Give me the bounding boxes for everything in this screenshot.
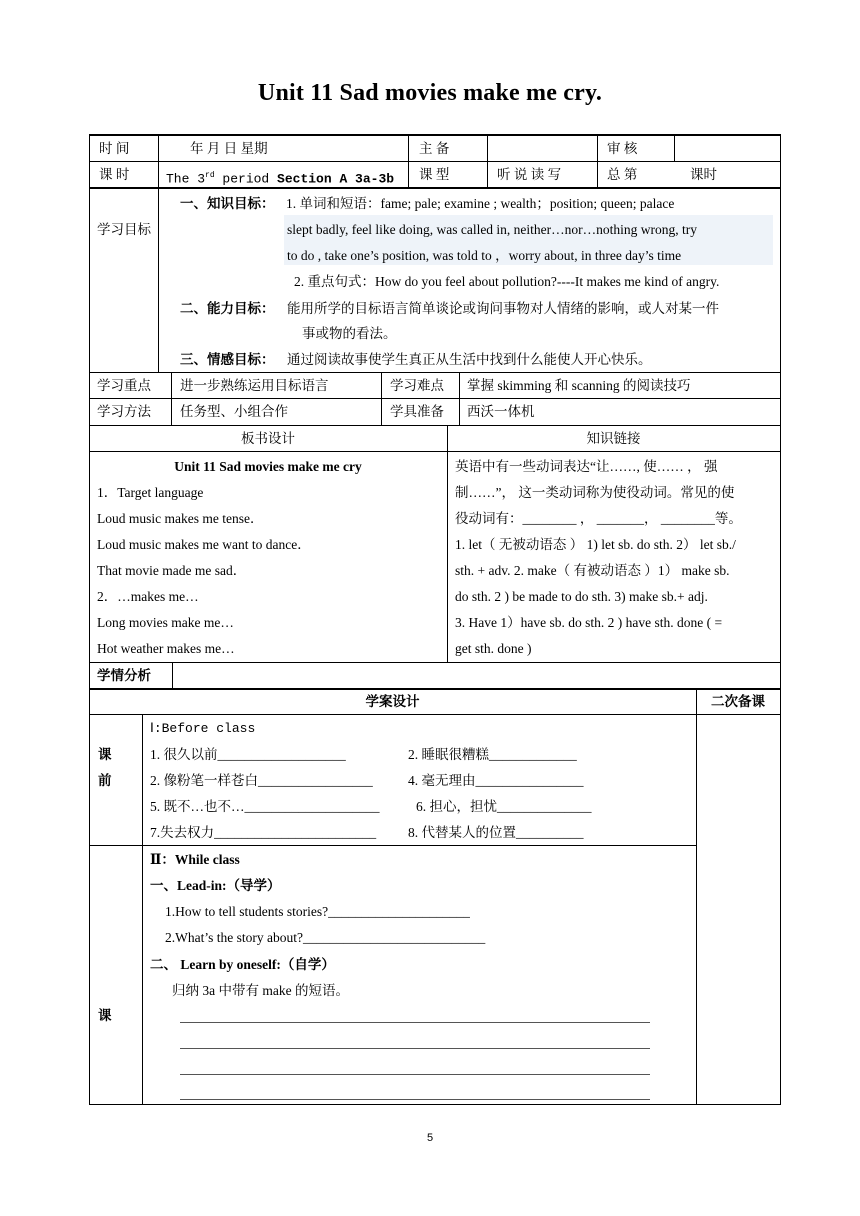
col-divider	[142, 714, 143, 1104]
page-number: 5	[426, 1132, 434, 1144]
col-divider	[172, 662, 173, 688]
method-value: 任务型、小组合作	[180, 404, 288, 419]
board-line: Long movies make me…	[97, 615, 234, 630]
board-title: Unit 11 Sad movies make me cry	[174, 459, 362, 474]
tools-value: 西沃一体机	[467, 404, 535, 419]
time-label: 时 间	[99, 141, 130, 156]
date-fields: 年 月 日 星期	[190, 141, 268, 156]
leadin-title: 一、Lead-in:（导学）	[150, 878, 281, 893]
link-header: 知识链接	[586, 431, 641, 446]
link-line: do sth. 2 ) be made to do sth. 3) make sb.+ adj.	[455, 589, 708, 604]
row-divider	[89, 398, 781, 399]
col-divider	[487, 134, 488, 187]
review-label: 审 核	[607, 141, 638, 156]
knowledge-label: 一、知识目标：	[180, 196, 275, 211]
board-line: 2．…makes me…	[97, 589, 199, 604]
total-label: 总 第	[607, 167, 638, 182]
before-title: Ⅰ:Before class	[150, 721, 256, 736]
table-bottom-border	[89, 1104, 781, 1105]
before-item: 7.失去权力________________________	[150, 825, 377, 840]
row-divider	[89, 372, 781, 373]
before-item: 8. 代替某人的位置__________	[408, 825, 584, 840]
board-header: 板书设计	[241, 431, 295, 446]
before-item: 6. 担心，担忧______________	[416, 799, 592, 814]
col-divider	[158, 134, 159, 372]
before-side-label: 课	[98, 747, 112, 762]
col-divider	[408, 134, 409, 187]
design-header: 学案设计	[365, 694, 420, 709]
type-value: 听 说 读 写	[497, 167, 562, 182]
self-task: 归纳 3a 中带有 make 的短语。	[172, 983, 349, 998]
self-title: 二、 Learn by oneself:（自学）	[150, 957, 335, 972]
knowledge-line: 1. 单词和短语：fame; pale; examine ; wealth；position; queen; palace	[286, 196, 675, 211]
link-line: 役动词有：________ ， _______， ________等。	[455, 511, 742, 526]
leadin-question: 1.How to tell students stories?_____________________	[165, 904, 470, 919]
before-item: 1. 很久以前___________________	[150, 747, 346, 762]
page-title: Unit 11 Sad movies make me cry.	[257, 80, 603, 106]
key-label: 学习重点	[97, 378, 151, 393]
row-divider	[89, 662, 781, 663]
key-value: 进一步熟练运用目标语言	[180, 378, 329, 393]
row-divider	[89, 688, 781, 690]
col-divider	[674, 134, 675, 161]
board-line: Loud music makes me tense．	[97, 511, 264, 526]
col-divider	[381, 372, 382, 425]
ability-label: 二、能力目标：	[180, 301, 275, 316]
answer-line	[180, 1099, 650, 1100]
board-line: Loud music makes me want to dance．	[97, 537, 311, 552]
table-top-border	[89, 134, 781, 136]
board-line: That movie made me sad．	[97, 563, 247, 578]
col-divider	[597, 134, 598, 187]
period-text: The 3rd period Section A 3a-3b	[166, 171, 395, 187]
leadin-question: 2.What’s the story about?___________________________	[165, 930, 486, 945]
before-item: 4. 毫无理由________________	[408, 773, 584, 788]
row-divider	[89, 714, 781, 715]
col-divider	[447, 425, 448, 662]
link-line: 1. let（ 无被动语态 ） 1) let sb. do sth. 2） let sb./	[455, 537, 736, 552]
board-line: 1．Target language	[97, 485, 204, 500]
analysis-label: 学情分析	[97, 668, 151, 683]
before-item: 2. 像粉笔一样苍白_________________	[150, 773, 373, 788]
emotion-line: 通过阅读故事使学生真正从生活中找到什么能使人开心快乐。	[287, 352, 652, 367]
answer-line	[180, 1048, 650, 1049]
while-title: Ⅱ：While class	[150, 852, 240, 867]
knowledge-line: to do , take one’s position, was told to ，worry about, in three day’s time	[287, 248, 682, 263]
col-divider	[171, 372, 172, 425]
type-label: 课 型	[419, 167, 450, 182]
before-item: 5. 既不…也不…____________________	[150, 799, 380, 814]
ability-line: 事或物的看法。	[302, 326, 397, 341]
table-left-border	[89, 134, 90, 1104]
row-divider	[89, 161, 781, 162]
objectives-label: 学习目标	[97, 222, 151, 237]
emotion-label: 三、情感目标：	[180, 352, 275, 367]
table-right-border	[780, 134, 781, 1104]
link-line: 3. Have 1）have sb. do sth. 2 ) have sth. done ( =	[455, 615, 723, 630]
knowledge-line: 2. 重点句式：How do you feel about pollution?----It makes me kind of angry.	[294, 274, 720, 289]
hours-label: 课时	[690, 167, 717, 182]
answer-line	[180, 1074, 650, 1075]
before-item: 2. 睡眠很糟糕_____________	[408, 747, 577, 762]
board-line: Hot weather makes me…	[97, 641, 235, 656]
link-line: 制……”， 这一类动词称为使役动词。常见的使	[455, 485, 735, 500]
second-prep-header: 二次备课	[711, 694, 765, 709]
col-divider	[459, 372, 460, 425]
difficulty-label: 学习难点	[390, 378, 444, 393]
difficulty-value: 掌握 skimming 和 scanning 的阅读技巧	[467, 378, 691, 393]
prepare-label: 主 备	[419, 141, 450, 156]
row-divider	[89, 425, 781, 426]
lesson-label: 课 时	[99, 167, 130, 182]
class-side-label: 课	[98, 1008, 112, 1023]
tools-label: 学具准备	[390, 404, 444, 419]
col-divider	[696, 688, 697, 1104]
before-side-label: 前	[98, 773, 112, 788]
link-line: get sth. done )	[455, 641, 532, 656]
link-line: 英语中有一些动词表达“让……, 使…… ， 强	[455, 459, 718, 474]
answer-line	[180, 1022, 650, 1023]
method-label: 学习方法	[97, 404, 151, 419]
row-divider	[89, 451, 781, 452]
link-line: sth. + adv. 2. make（ 有被动语态 ）1） make sb.	[455, 563, 730, 578]
knowledge-line: slept badly, feel like doing, was called in, neither…nor…nothing wrong, try	[287, 222, 698, 237]
ability-line: 能用所学的目标语言简单谈论或询问事物对人情绪的影响，或人对某一件	[287, 301, 719, 316]
row-divider	[89, 845, 696, 846]
